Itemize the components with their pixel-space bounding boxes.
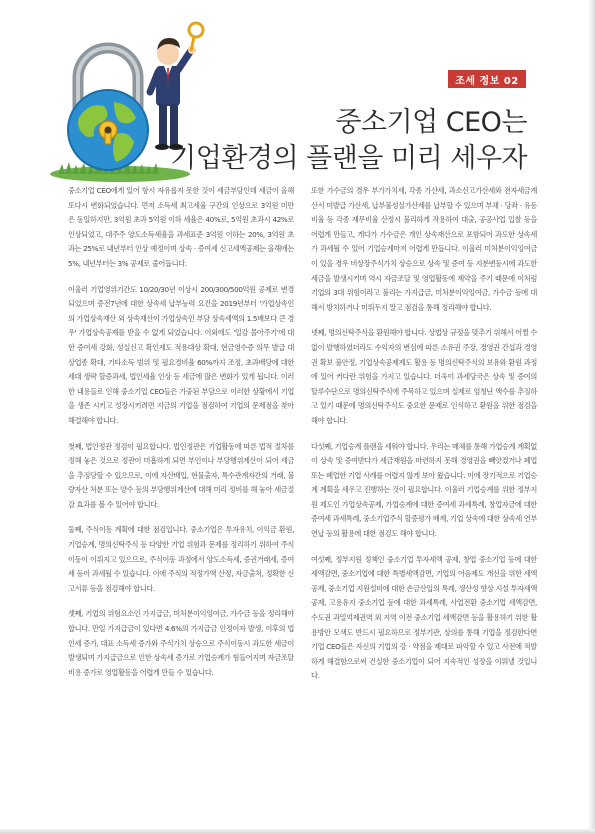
paragraph: 둘째, 주식이동 계획에 대한 점검입니다. 중소기업은 투자유치, 이익금 환원, 기업승계, 명의신탁주식 등 다양한 기업 위험과 문제를 정리하기 위하여 주식이동이 이뤄지고 있으므로, 주식이동 과정에서 양도소득세, 증권거래세, 증여세 등이 과세될 수 있습니다. 이에 주식의 적정가액 산정, 자금출처, 정확한 신고서류 등을 점검해야 합니다. [68, 525, 294, 593]
page-title-line-2: 기업환경의 플랜을 미리 세우자 [170, 143, 527, 174]
page-edge-shadow [589, 0, 595, 834]
paragraph: 첫째, 법인정관 정검이 필요합니다. 법인정관은 기업활동에 따른 법적 절차를 정해 놓은 것으로 정관이 미흡하게 되면 부인이나 부당행위계산이 되어 세금을 추징당할 수 있으므로, 이에 자산배입, 현물출자, 특수관계자간의 거래, 불량자산 처분 또는 양수 등의 부당행위계산에 대해 미리 정비를 해 놓아 세금절감 효과를 볼 수 있어야 합니다. [68, 441, 294, 509]
page-edge-shadow [0, 829, 595, 834]
paragraph: 이울러 기업영위기간도 10/20/30년 이상시 200/300/500억원 공제로 변경되었으며 증전7년에 대한 상속세 납부능력 요건을 2019년부터 '가업상속인의 가업상속재산 외 상속재산이 가업상속인 부담 상속세액의 1.5배보다 큰 경우' 가업상속공제를 받을 수 없게 되었습니다. 이외에도 '일감 몰아주기'에 대한 증여세 강화, 성실신고 확인제도 적용대상 확대, 현금영수증 의무 발급 대상업종 확대, 기타소득 범위 및 필요경비율 60%까지 조정, 초과배당에 대한 세대 생략 할증과세, 법인세율 인상 등 세금에 많은 변화가 있게 됩니다. 이러한 내용들로 인해 중소기업 CEO들은 가중된 부담으로 이러한 상황에서 기업을 생존 시키고 성장시키려면 지금의 기업을 점검하여 기업의 문제점을 찾아 해결해야 합니다. [68, 284, 294, 425]
right-column [311, 184, 537, 695]
page-title-line-1: 중소기업 CEO는 [335, 107, 527, 138]
left-column [68, 184, 294, 691]
section-badge: 조세 정보 02 [448, 70, 526, 88]
paragraph: 중소기업 CEO에게 있어 항시 자유롭지 못한 것이 세금부담인데 세금이 올해 또다시 변화되었습니다. 먼저 소득세 최고세율 구간의 인상으로 3억원 미만은 동일하지만, 3억원 초과 5억원 이하 세율은 40%로, 5억원 초과시 42%로 인상되었고, 대주주 양도소득세율을 과세표준 3억원 이하는 20%, 3억원 초과는 25%로 내년부터 인상 예정이며 상속 · 증여세 신고세액공제는 올해에는 5%, 내년부터는 3% 공제로 줄어듭니다. [68, 186, 294, 268]
paragraph: 여섯째, 정부지원 정책인 중소기업 투자세액 공제, 창업 중소기업 등에 대한 세액감면, 중소기업에 대한 특별세액감면, 기업의 어음제도 개선을 위한 세액공제, 중소기업 지원설비에 대한 손금산입의 특례, 생산성 향상 시설 투자세액 공제, 고용유지 중소기업 등에 대한 과세특례, 사업전환 중소기업 세액감면, 수도권 과밀억제권역 외 지역 이전 중소기업 세액감면 등을 활용하기 위한 활용방안 모색도 반드시 필요하므로 정부기관, 상의를 통해 기업을 정검한다면 기업 CEO들은 자신의 기업의 강 · 약점을 제대로 파악할 수 있고 사전에 적발하게 해결함으로써 건실한 중소기업이 되어 지속적인 성장을 이뤄낼 것입니다. [311, 554, 537, 681]
paragraph: 또한 가수금의 경우 부가가치세, 각종 가산세, 과소신고가산세와 전자세금계산서 미발급 가산세, 납부불성실가산세를 납부할 수 있으며 부채 · 당좌 · 유동비율 등 각종 재무비율 산정시 불리하게 작용하여 대출, 공공사업 입찰 등을 어렵게 만들고, 게다가 가수금은 개인 상속재산으로 포함되어 과도한 상속세가 과세될 수 있어 기업승계마저 어렵게 만듭니다. 이울러 미처분이익잉여금이 있을 경우 비상장주식가치 상승으로 상속 및 증여 등 지분변동시에 과도한 세금을 발생시키며 역시 자금조달 및 영업활동에 제약을 주기 때문에 이처럼 기업의 3대 위험이라고 불리는 가지급금, 미처분이익잉여금, 가수금 등에 대해서 방치하거나 미뤄두지 말고 점검을 통해 정리해야 합니다. [311, 186, 537, 312]
paragraph: 셋째, 기업의 위험요소인 가지급금, 미처분이익잉여금, 가수금 등을 정리해야 합니다. 만일 가지급금이 있다면 4.6%의 가지급금 인정이자 발생, 이후의 법인세 증가, 대표 소득세 증가와 주식가치 상승으로 주식이동시 과도한 세금이 발생되며 가지급금으로 인한 상속세 증가로 기업승계가 힘들어지며 자금조달 비용 증가로 영업활동을 어렵게 만들 수 있습니다. [68, 609, 294, 677]
paragraph: 다섯째, 기업승계 플랜을 세워야 합니다. 우리는 매체를 통해 가업승계 계획없이 상속 및 증여받다가 세금재원을 마련하지 못해 경영권을 빼앗겼거나 폐업 또는 폐업한 기업 사례를 어렵지 않게 보아 왔습니다. 이에 장기적으로 기업승계 계획을 세우고 진행하는 것이 필요합니다. 이울러 기업승계를 위한 정부지원 제도인 가업상속공제, 가업승계에 대한 증여세 과세특례, 창업자금에 대한 증여세 과세특례, 중소기업주식 할증평가 배제, 기업 상속에 대한 상속세 연부연납 등의 활용에 대한 점검도 해야 합니다. [311, 441, 537, 539]
paragraph: 넷째, 명의신탁주식을 환원해야 합니다. 상법상 규정을 맞추기 위해서 어쩔 수 없이 발행하였더라도 수익자의 변심에 따른 소유권 주장, 경영권 간섭과 경영권 확보 불안정, 기업상속공제제도 활용 등 명의신탁주식의 보유와 환원 과정에 있어 커다란 위험을 가지고 있습니다. 더욱이 과세당국은 상속 및 증여의 탈루수단으로 명의신탁주식에 주목하고 있으며 실제로 엄청난 액수를 추징하고 있기 때문에 명의신탁주식도 중요한 문제로 인식하고 환원을 위한 점검을 해야 합니다. [311, 328, 537, 425]
